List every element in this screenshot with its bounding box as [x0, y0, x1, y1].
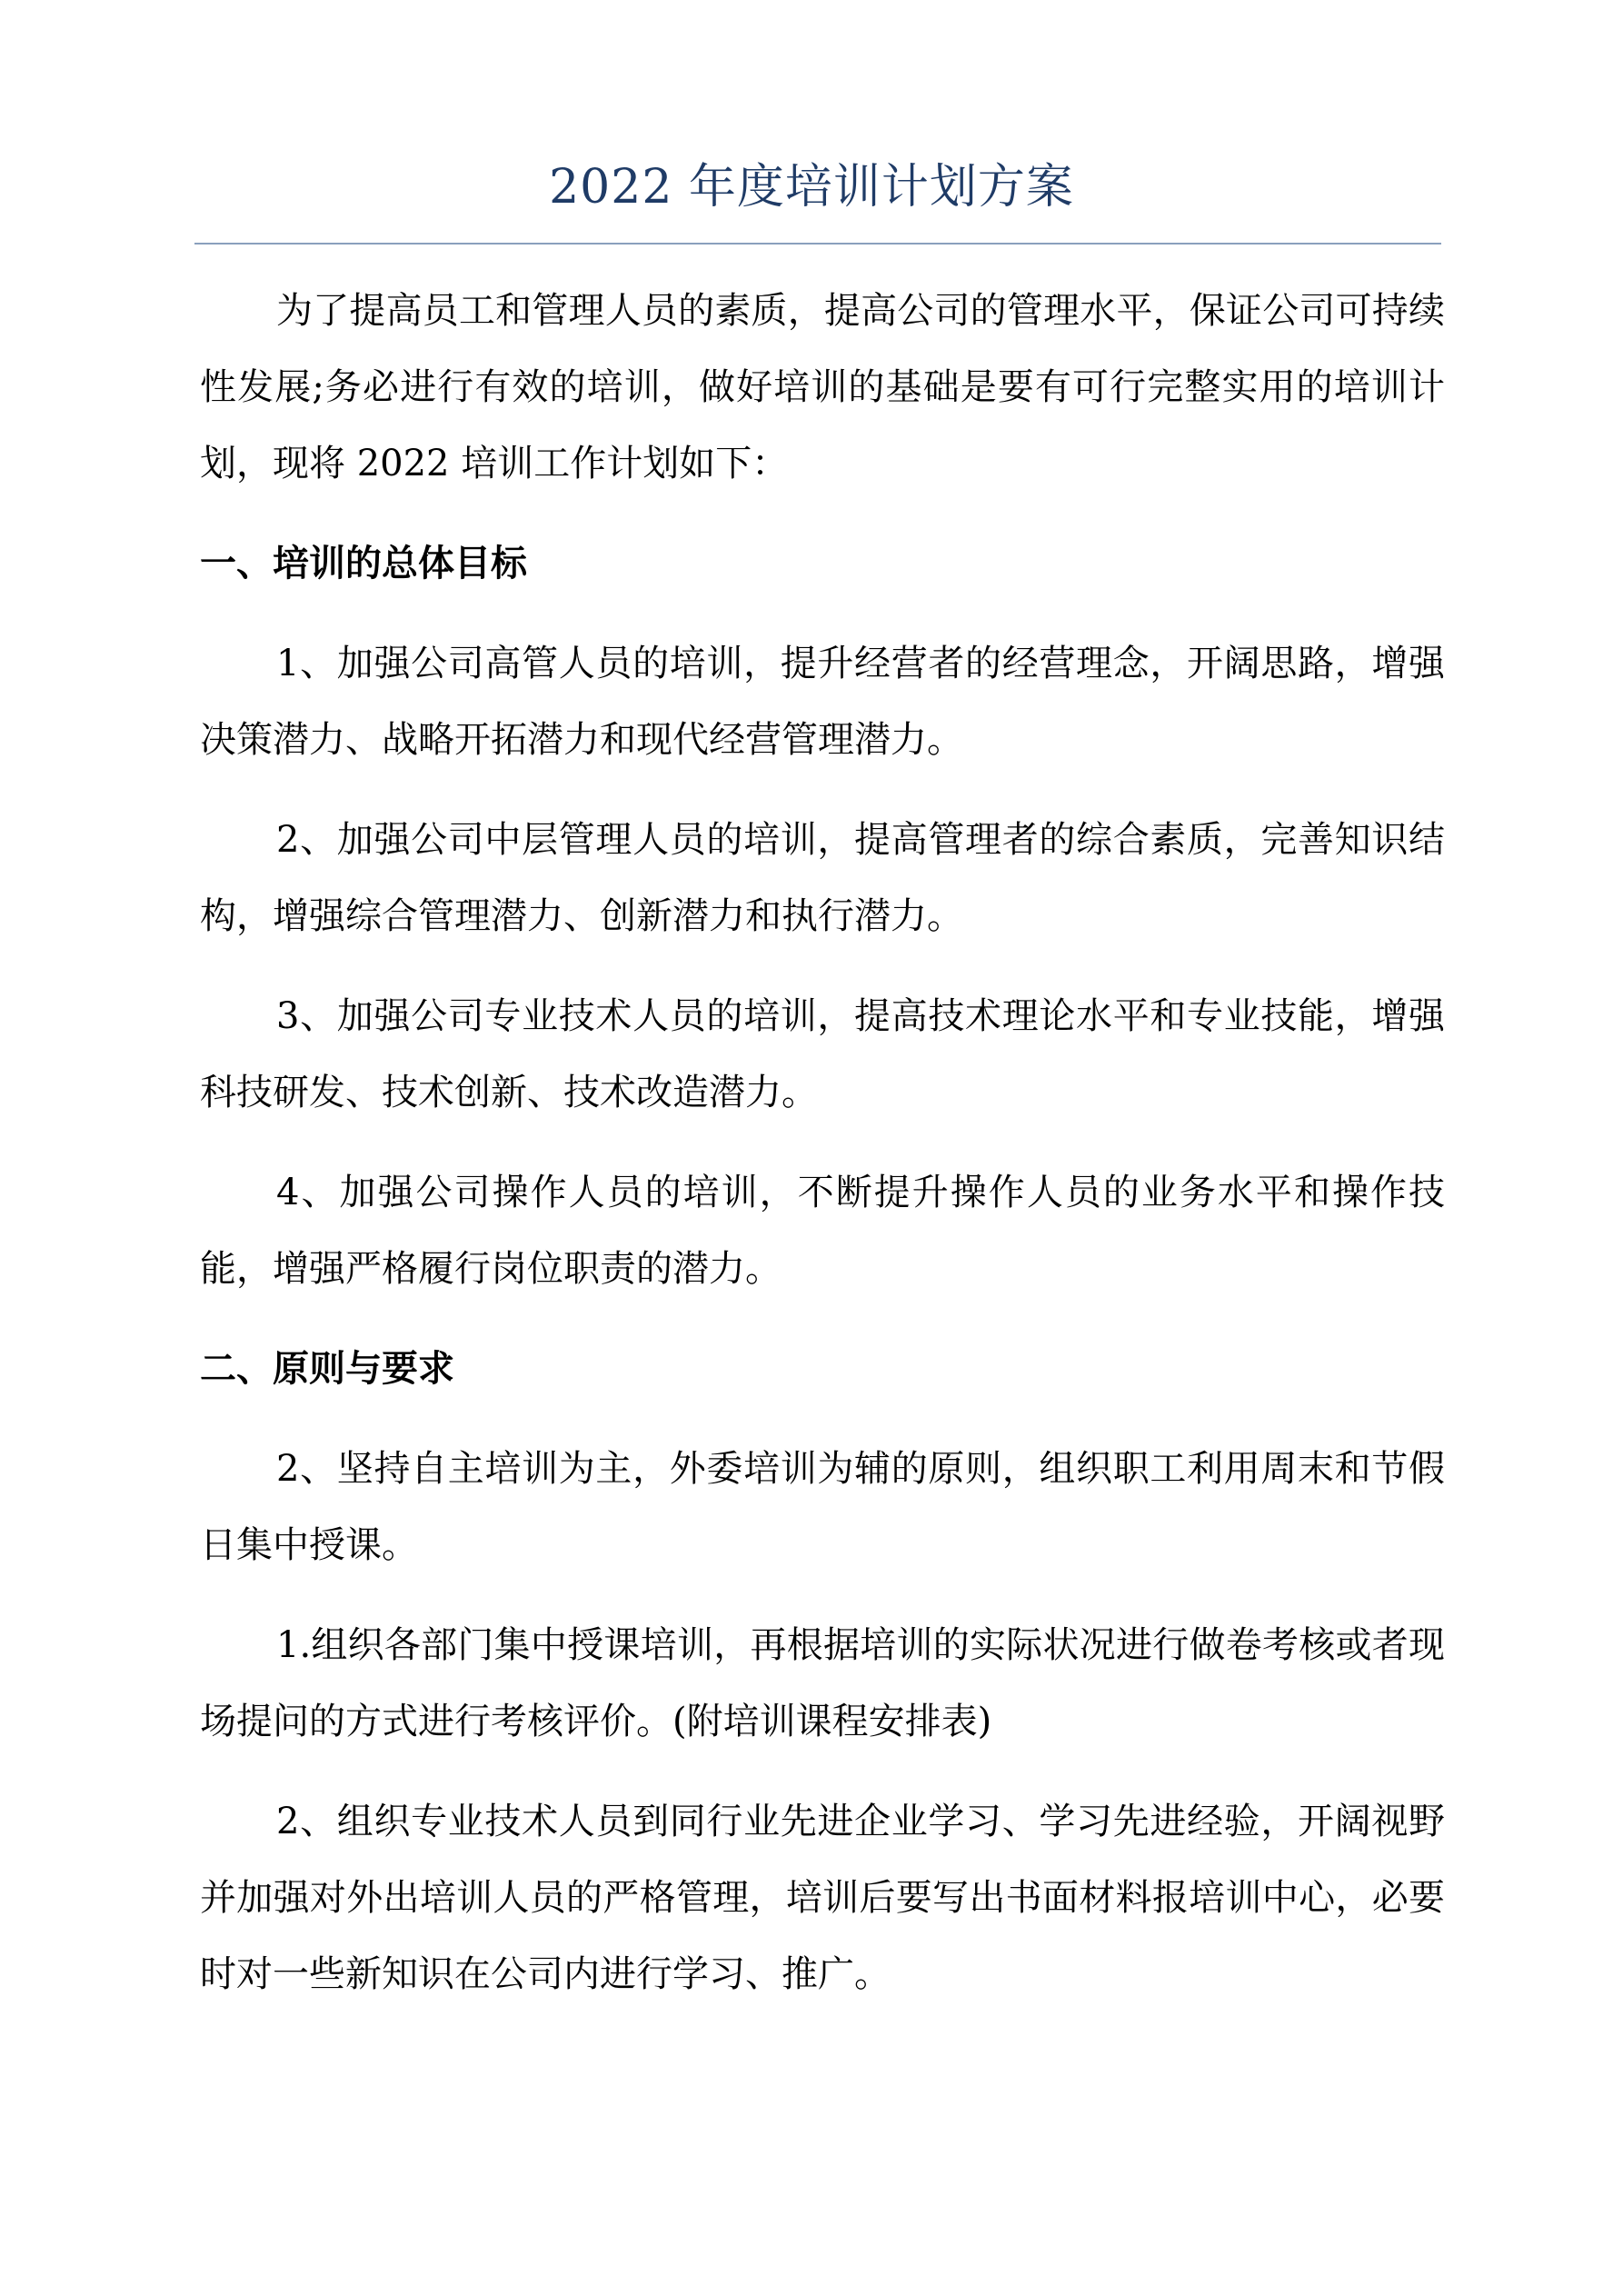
document-title: 2022 年度培训计划方案 — [549, 160, 1074, 215]
principle-item: 2、组织专业技术人员到同行业先进企业学习、学习先进经验，开阔视野并加强对外出培训人员的严格管理，培训后要写出书面材料报培训中心，必要时对一些新知识在公司内进行学习、推广。 — [200, 1801, 1445, 1995]
goal-item: 2、加强公司中层管理人员的培训，提高管理者的综合素质，完善知识结构，增强综合管理潜力、创新潜力和执行潜力。 — [200, 819, 1445, 937]
principle-item: 1.组织各部门集中授课培训，再根据培训的实际状况进行做卷考核或者现场提问的方式进行考核评价。(附培训课程安排表) — [200, 1624, 1445, 1742]
principle-item: 2、坚持自主培训为主，外委培训为辅的原则，组织职工利用周末和节假日集中授课。 — [200, 1448, 1445, 1566]
section-heading-goals: 一、培训的总体目标 — [200, 543, 527, 584]
goal-item: 4、加强公司操作人员的培训，不断提升操作人员的业务水平和操作技能，增强严格履行岗位职责的潜力。 — [200, 1172, 1445, 1290]
document-body — [200, 273, 1445, 2036]
goal-item: 3、加强公司专业技术人员的培训，提高技术理论水平和专业技能，增强科技研发、技术创新、技术改造潜力。 — [200, 995, 1445, 1113]
section-heading-principles: 二、原则与要求 — [200, 1348, 454, 1390]
intro-paragraph: 为了提高员工和管理人员的素质，提高公司的管理水平，保证公司可持续性发展;务必进行有效的培训，做好培训的基础是要有可行完整实用的培训计划，现将 2022 培训工作计划如下： — [200, 290, 1445, 484]
goal-item: 1、加强公司高管人员的培训，提升经营者的经营理念，开阔思路，增强决策潜力、战略开拓潜力和现代经营管理潜力。 — [200, 643, 1445, 761]
title-divider — [194, 243, 1441, 245]
